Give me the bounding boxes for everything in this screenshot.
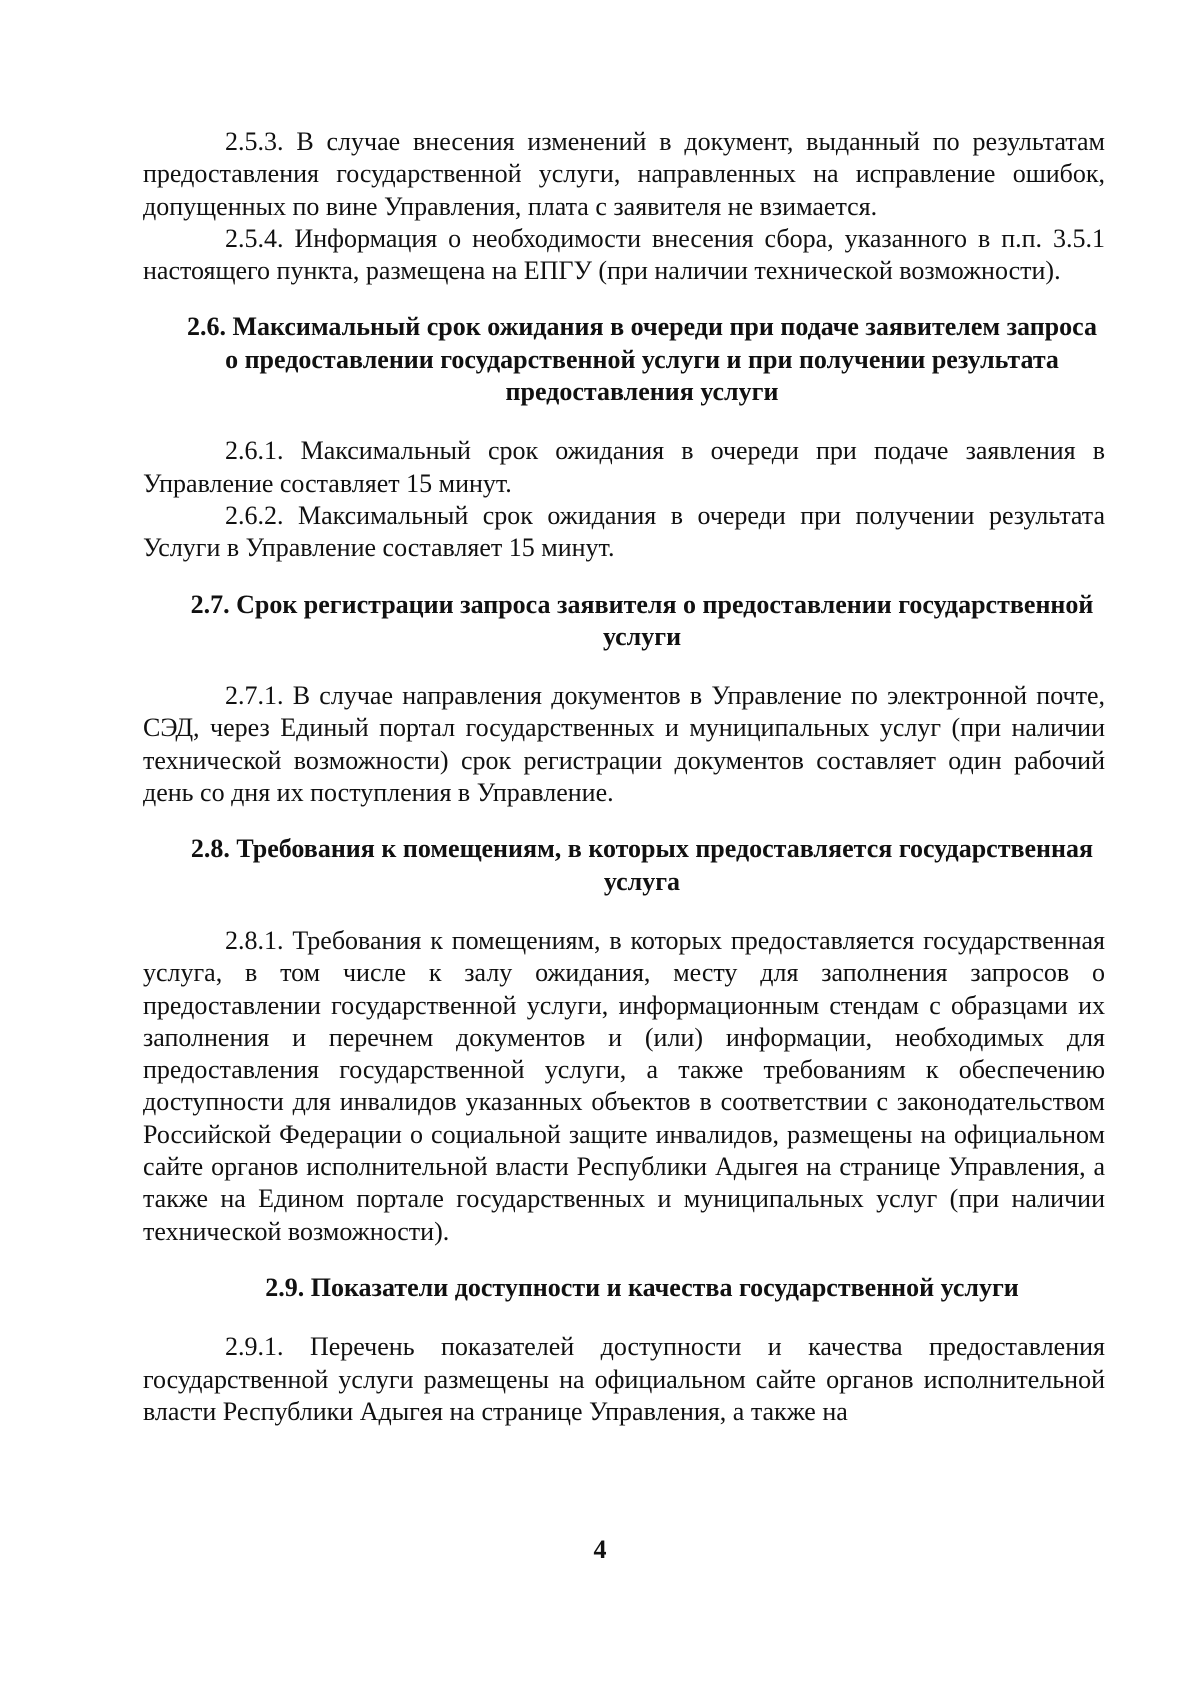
- page-number: 4: [593, 1535, 607, 1564]
- document-body: [143, 126, 1105, 1428]
- paragraph-2-5-3: 2.5.3. В случае внесения изменений в документ, выданный по результатам предоставления государственной услуги, направленных на исправление ошибок, допущенных по вине Управления, плата с заявителя не взимается.: [143, 127, 1105, 221]
- paragraph-2-5-4: 2.5.4. Информация о необходимости внесения сбора, указанного в п.п. 3.5.1 настоящего пункта, размещена на ЕПГУ (при наличии технической возможности).: [143, 223, 1105, 286]
- paragraph-2-8-1: 2.8.1. Требования к помещениям, в которых предоставляется государственная услуга, в том числе к залу ожидания, месту для заполнения запросов о предоставлении государственной услуги, информационным стендам с образцами их заполнения и перечнем документов и (или) информации, необходимых для предоставления государственной услуги, а также требованиям к обеспечению доступности для инвалидов указанных объектов в соответствии с законодательством Российской Федерации о социальной защите инвалидов, размещены на официальном сайте органов исполнительной власти Республики Адыгея на странице Управления, а также на Едином портале государственных и муниципальных услуг (при наличии технической возможности).: [143, 925, 1105, 1246]
- paragraph-2-6-2: 2.6.2. Максимальный срок ожидания в очереди при получении результата Услуги в Управление составляет 15 минут.: [143, 500, 1105, 563]
- paragraph-2-6-1: 2.6.1. Максимальный срок ожидания в очереди при подаче заявления в Управление составляет 15 минут.: [143, 436, 1105, 498]
- section-heading-2-9: 2.9. Показатели доступности и качества государственной услуги: [265, 1272, 1019, 1302]
- paragraph-2-9-1: 2.9.1. Перечень показателей доступности и качества предоставления государственной услуги размещены на официальном сайте органов исполнительной власти Республики Адыгея на странице Управления, а также на: [143, 1332, 1105, 1426]
- section-heading-2-6: 2.6. Максимальный срок ожидания в очереди при подаче заявителем запроса о предоставлении государственной услуги и при получении результата предоставления услуги: [186, 312, 1097, 407]
- paragraph-2-7-1: 2.7.1. В случае направления документов в Управление по электронной почте, СЭД, через Единый портал государственных и муниципальных услуг (при наличии технической возможности) срок регистрации документов составляет один рабочий день со дня их поступления в Управление.: [143, 681, 1105, 808]
- section-heading-2-7: 2.7. Срок регистрации запроса заявителя о предоставлении государственной услуги: [190, 589, 1094, 651]
- section-heading-2-8: 2.8. Требования к помещениям, в которых предоставляется государственная услуга: [190, 834, 1094, 896]
